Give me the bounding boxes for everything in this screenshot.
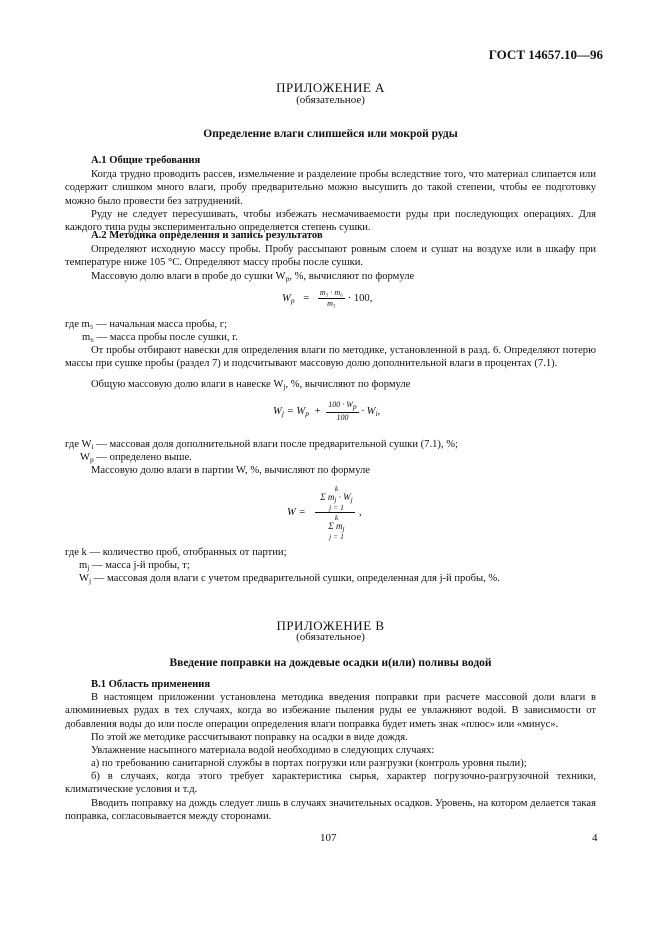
a2-paragraph-2: Массовую долю влаги в пробе до сушки $W_p$, %, вычисляют по формуле	[91, 271, 415, 283]
b1-paragraph-1: В настоящем приложении установлена методика введения поправки при расчете массовой доли влаги в алюминиевых рудах в тех случаях, когда во избежание пыления руды ее увлажняют водой. В зависимости от добавления воды до или после операции определения влаги поправка будет иметь знак «плюс» или «минус».	[65, 692, 596, 730]
a2-paragraph-1: Определяют исходную массу пробы. Пробу рассыпают ровным слоем и сушат на воздухе или в шкафу при температуре ниже 105 °С. Определяют массу пробы после сушки.	[65, 244, 596, 269]
b1-paragraph-2: По этой же методике рассчитывают поправку на осадки в виде дождя.	[91, 732, 408, 743]
where-m6: m₆ — масса пробы после сушки, г.	[82, 332, 238, 343]
standard-number: ГОСТ 14657.10—96	[488, 47, 603, 62]
where-k: где k — количество проб, отобранных от партии;	[65, 547, 287, 558]
where-wj: $W_j$ — массовая доля влаги с учетом предварительной сушки, определенная для j-й пробы, %.	[79, 573, 500, 585]
appendix-a-status: (обязательное)	[296, 94, 365, 106]
appendix-a-title: Определение влаги слипшейся или мокрой руды	[203, 128, 458, 140]
page-number: 107	[320, 832, 337, 844]
b1-item-a: а) по требованию санитарной службы в портах погрузки или разгрузки (контроль уровня пыли);	[91, 758, 527, 769]
where-wi: где $W_i$ — массовая доля дополнительной влаги после предварительной сушки (7.1), %;	[65, 439, 459, 451]
a1-paragraph-1: Когда трудно проводить рассев, измельчение и разделение пробы вследствие того, что материал слипается или содержит слишком много влаги, пробу предварительно можно высушить до такой степени, чтобы ее подготовку можно было провести без затруднений.	[65, 169, 596, 207]
appendix-b-heading: ПРИЛОЖЕНИЕ В	[276, 618, 385, 633]
where-mj: $m_j$ — масса j-й пробы, т;	[79, 560, 190, 572]
where-wp: $W_p$ — определено выше.	[80, 452, 192, 464]
b1-paragraph-3: Увлажнение насыпного материала водой необходимо в следующих случаях:	[91, 745, 435, 756]
formula-wj: $W_j = W_p$ + $\frac{100 \cdot Wp}{100}$ · $W_i$,	[273, 400, 381, 422]
a1-paragraph-2: Руду не следует пересушивать, чтобы избежать несмачиваемости руды при последующих операциях. Для каждого типа руды экспериментально определяется степень сушки.	[65, 209, 596, 234]
b1-item-b: б) в случаях, когда этого требует характеристика сырья, характер погрузочно-разгрузочной техники, климатические условия и т.д.	[65, 771, 596, 796]
sheet-number: 4	[592, 832, 598, 844]
a2-paragraph-5: Массовую долю влаги в партии W, %, вычисляют по формуле	[91, 465, 370, 476]
section-b1-title: В.1 Область применения	[91, 679, 211, 690]
b1-paragraph-6: Вводить поправку на дождь следует лишь в случаях значительных осадков. Уровень, на котором делается такая поправка, согласовывается между сторонами.	[65, 798, 596, 823]
section-a2-title: А.2 Методика определения и запись результатов	[91, 230, 323, 241]
appendix-b-status: (обязательное)	[296, 631, 365, 643]
section-a1-title: А.1 Общие требования	[91, 155, 201, 166]
formula-wp: $W_p$ = $\frac{\text{m₅ · m₆}}{\text{m₅}}$ · 100,	[282, 288, 373, 308]
where-m5: где m₅ — начальная масса пробы, г;	[65, 319, 228, 330]
appendix-b-title: Введение поправки на дождевые осадки и(или) поливы водой	[169, 657, 492, 669]
a2-paragraph-4: Общую массовую долю влаги в навеске $W_j$, %, вычисляют по формуле	[91, 379, 411, 391]
appendix-a-heading: ПРИЛОЖЕНИЕ А	[276, 80, 385, 95]
a2-paragraph-3: От пробы отбирают навески для определения влаги по методике, установленной в разд. 6. Определяют потерю массы при сушке пробы (раздел 7) и подсчитывают массовую долю дополнительной влаги в процентах (7.1).	[65, 345, 596, 370]
